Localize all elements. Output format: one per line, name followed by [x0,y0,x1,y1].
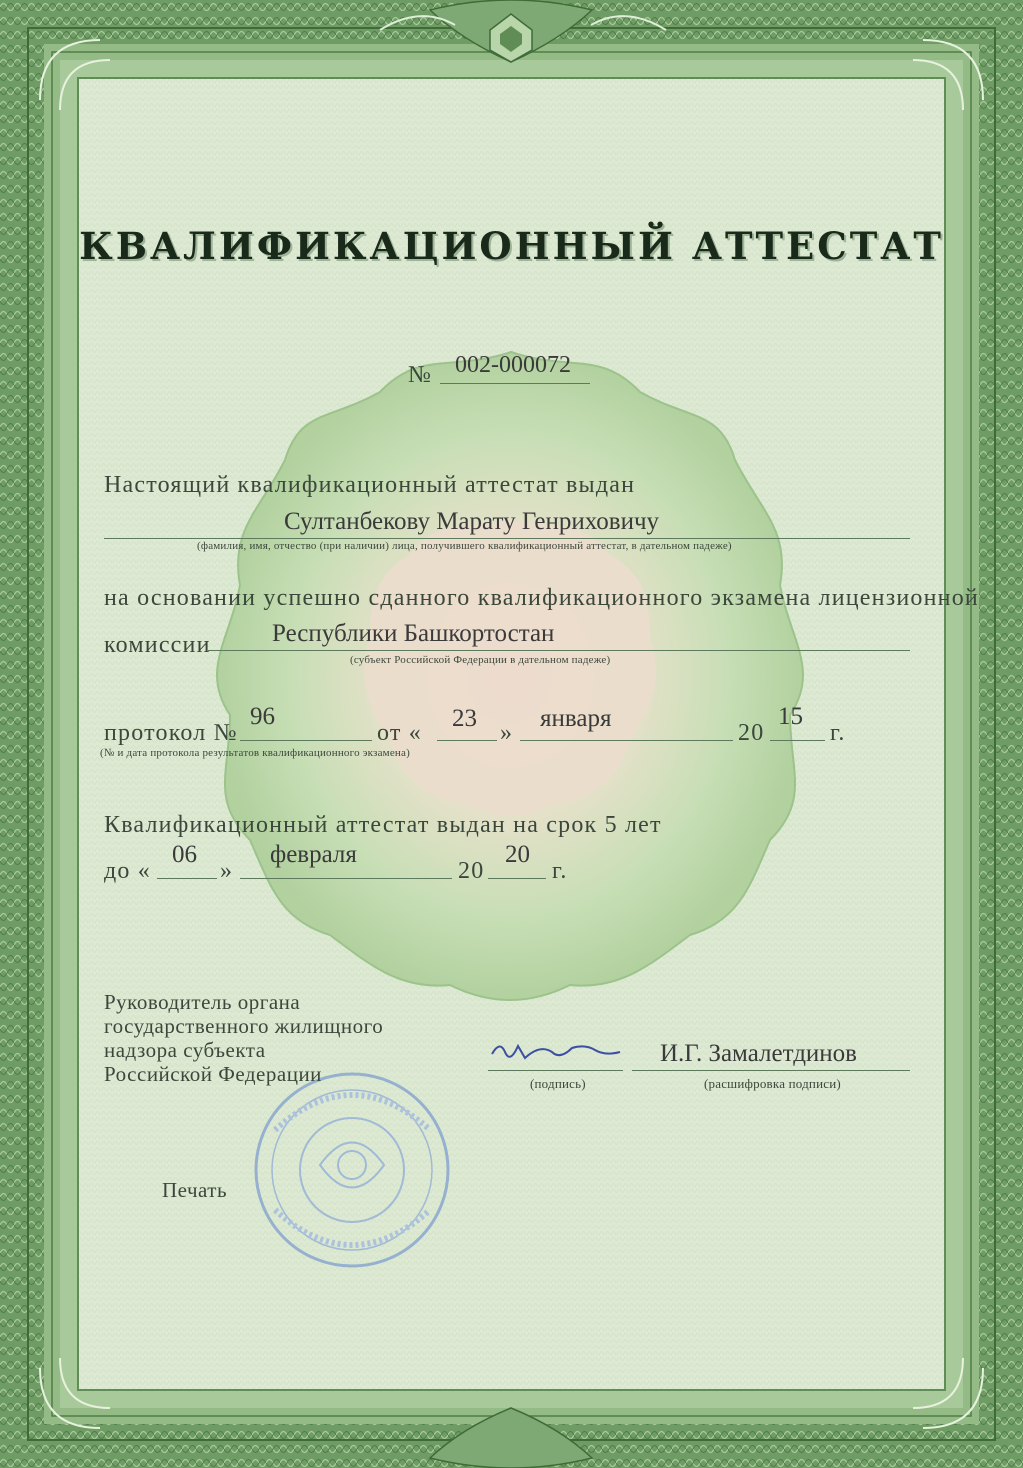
recipient-line [104,538,910,539]
recipient-name: Султанбекову Марату Генриховичу [284,508,660,535]
commission-label: комиссии [104,632,211,658]
protocol-year-prefix: 20 [738,720,765,746]
validity-month: февраля [270,841,357,868]
signatory-title-line-2: государственного жилищного [104,1014,384,1038]
protocol-label: протокол № [104,720,238,746]
validity-until-label: до « [104,858,152,884]
validity-close-quote: » [220,858,234,884]
basis-text: на основании успешно сданного квалификационного экзамена лицензионной [104,585,979,611]
validity-day: 06 [172,841,197,868]
validity-year-suffix: 20 [505,841,530,868]
rosette-emblem [217,352,803,1000]
commission-line [208,650,910,651]
protocol-day-line [437,740,497,741]
number-line [440,383,590,384]
protocol-number-line [240,740,372,741]
signature-caption: (подпись) [530,1076,586,1091]
protocol-from-label: от « [377,720,422,746]
signatory-name-line [632,1070,910,1071]
validity-month-line [240,878,452,879]
protocol-year-end: г. [830,720,846,746]
protocol-month: января [540,705,612,732]
validity-year-prefix: 20 [458,858,485,884]
certificate-number: 002-000072 [455,352,571,378]
commission-name: Республики Башкортостан [272,620,555,647]
number-label: № [408,362,433,388]
protocol-number: 96 [250,703,275,730]
page-title: КВАЛИФИКАЦИОННЫЙ АТТЕСТАТ [79,224,944,268]
protocol-caption: (№ и дата протокола результатов квалификационного экзамена) [100,747,410,759]
commission-caption: (субъект Российской Федерации в дательном падеже) [350,654,611,666]
protocol-year-line [770,740,825,741]
validity-year-line [488,878,546,879]
signatory-title-line-3: надзора субъекта [104,1038,266,1062]
signatory-name-caption: (расшифровка подписи) [704,1076,841,1091]
signatory-title-line-4: Российской Федерации [104,1062,322,1086]
validity-text: Квалификационный аттестат выдан на срок 5 лет [104,812,662,838]
validity-year-end: г. [552,858,568,884]
seal-label: Печать [162,1178,228,1202]
protocol-close-quote: » [500,720,514,746]
signatory-title-line-1: Руководитель органа [104,990,301,1014]
protocol-month-line [520,740,733,741]
issued-text: Настоящий квалификационный аттестат выдан [104,472,636,498]
recipient-caption: (фамилия, имя, отчество (при наличии) лица, получившего квалификационный аттестат, в дательном падеже) [197,540,732,552]
protocol-day: 23 [452,705,477,732]
signature-line [488,1070,623,1071]
signatory-name: И.Г. Замалетдинов [660,1040,857,1067]
protocol-year-suffix: 15 [778,703,803,730]
validity-day-line [157,878,217,879]
